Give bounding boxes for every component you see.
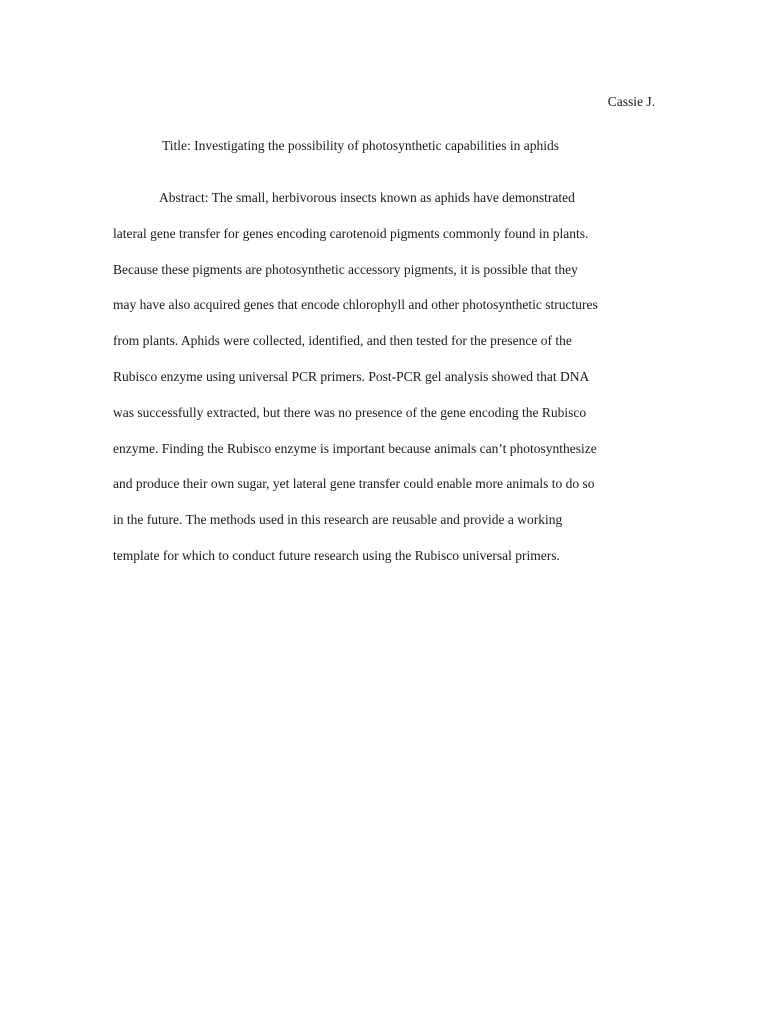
abstract-line: from plants. Aphids were collected, identified, and then tested for the presence of the [113,333,572,349]
abstract-line: lateral gene transfer for genes encoding carotenoid pigments commonly found in plants. [113,225,589,241]
abstract-line: Abstract: The small, herbivorous insects known as aphids have demonstrated [159,190,575,205]
abstract-line: enzyme. Finding the Rubisco enzyme is important because animals can’t photosynthesize [113,440,597,456]
abstract-line: Rubisco enzyme using universal PCR primers. Post-PCR gel analysis showed that DNA [113,368,590,384]
abstract-line: Because these pigments are photosynthetic accessory pigments, it is possible that they [113,261,578,277]
abstract-line: may have also acquired genes that encode chlorophyll and other photosynthetic structures [113,297,598,313]
abstract-line: template for which to conduct future research using the Rubisco universal primers. [113,547,560,563]
abstract-paragraph [113,180,658,574]
abstract-line: in the future. The methods used in this research are reusable and provide a working [113,512,563,528]
author-name: Cassie J. [607,94,655,109]
document-title: Title: Investigating the possibility of photosynthetic capabilities in aphids [162,138,559,153]
abstract-line: and produce their own sugar, yet lateral gene transfer could enable more animals to do so [113,476,595,492]
abstract-line: was successfully extracted, but there was no presence of the gene encoding the Rubisco [113,404,587,420]
